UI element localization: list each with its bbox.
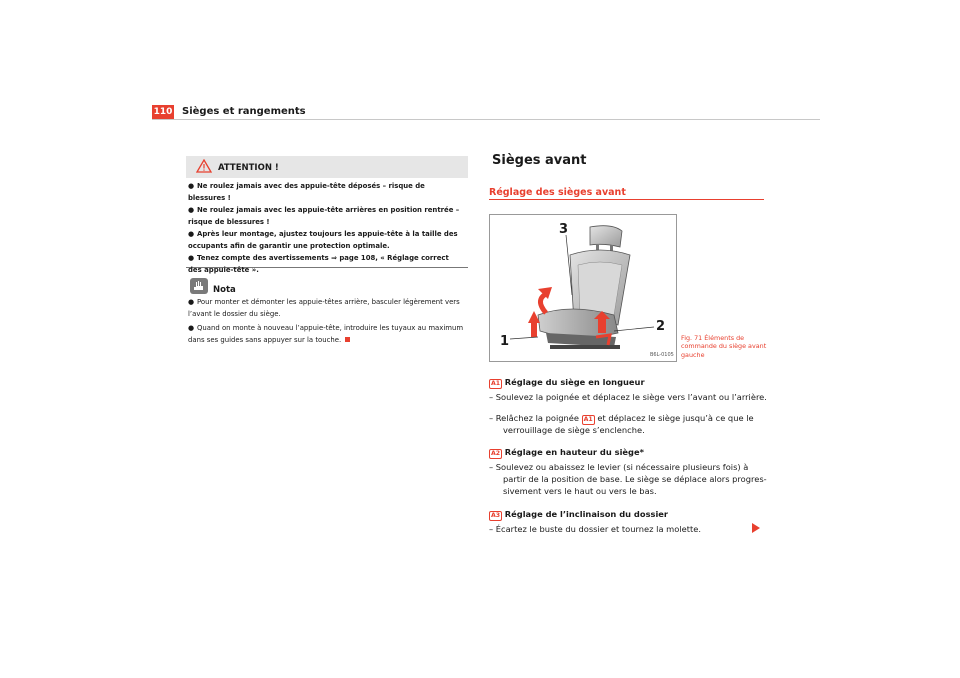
- next-page-arrow-icon[interactable]: [752, 523, 760, 533]
- list-item: ● Pour monter et démonter les appuie-têtes arrière, basculer légèrement vers l’avant le dossier du siège.: [188, 298, 460, 318]
- warning-triangle-icon: [196, 159, 212, 173]
- warning-list: [188, 181, 464, 277]
- list-item: ● Tenez compte des avertissements ⇒ page 108, « Réglage correct des appuie-tête ».: [188, 254, 449, 274]
- step-text: et déplacez le siège jusqu’à ce que le: [594, 413, 754, 423]
- callout-3: 3: [559, 222, 569, 237]
- page-number: 110: [153, 107, 173, 117]
- ref-tag: A2: [491, 450, 501, 457]
- paragraph-step: – Soulevez la poignée et déplacez le siège vers l’avant ou l’arrière.: [489, 392, 767, 402]
- list-item: ● Quand on monte à nouveau l’appuie-tête, introduire les tuyaux au maximum dans ses guides sans appuyer sur la touche.: [188, 324, 464, 344]
- step-text: verrouillage de siège s’enclenche.: [503, 425, 645, 435]
- note-item-text: Quand on monte à nouveau l’appuie-tête, introduire les tuyaux au maximum dans ses guides sans appuyer sur la touche.: [188, 324, 464, 344]
- running-header: Sièges et rangements: [182, 106, 306, 117]
- paragraph-step: [489, 462, 779, 497]
- ref-tag: A1: [491, 380, 501, 387]
- step-text: – Relâchez la poignée: [489, 413, 582, 423]
- note-list: [188, 297, 468, 349]
- heading-text: Réglage du siège en longueur: [504, 377, 645, 387]
- subsection-title: Réglage des sièges avant: [489, 187, 626, 198]
- warning-item-text: Tenez compte des avertissements ⇒ page 108, « Réglage correct des appuie-tête ».: [188, 254, 449, 274]
- section-title: Sièges avant: [492, 153, 587, 168]
- paragraph-heading-2: [489, 447, 644, 459]
- paragraph-step: [489, 413, 779, 437]
- header-rule: [152, 119, 820, 120]
- warning-item-text: Ne roulez jamais avec les appuie-tête arrières en position rentrée – risque de blessures !: [188, 206, 460, 226]
- seat-illustration: [490, 215, 676, 361]
- step-text: – Soulevez ou abaissez le levier (si nécessaire plusieurs fois) à: [489, 462, 749, 472]
- heading-text: Réglage en hauteur du siège*: [504, 447, 644, 457]
- callout-1: 1: [500, 334, 510, 349]
- note-item-text: Pour monter et démonter les appuie-têtes arrière, basculer légèrement vers l’avant le dossier du siège.: [188, 298, 460, 318]
- paragraph-heading-3: [489, 509, 668, 521]
- list-item: ● Après leur montage, ajustez toujours les appuie-tête à la taille des occupants afin de garantir une protection optimale.: [188, 230, 458, 250]
- seat-figure: [489, 214, 677, 362]
- paragraph-step: – Écartez le buste du dossier et tournez la molette.: [489, 524, 701, 534]
- list-item: ● Ne roulez jamais avec les appuie-tête arrières en position rentrée – risque de blessures !: [188, 206, 460, 226]
- heading-text: Réglage de l’inclinaison du dossier: [504, 509, 669, 519]
- list-item: ● Ne roulez jamais avec des appuie-tête déposés – risque de blessures !: [188, 182, 425, 202]
- warning-item-text: Après leur montage, ajustez toujours les appuie-tête à la taille des occupants afin de garantir une protection optimale.: [188, 230, 458, 250]
- figure-caption: Fig. 71 Éléments de commande du siège avant gauche: [681, 334, 767, 359]
- step-text: sivement vers le haut ou vers le bas.: [503, 485, 657, 496]
- warning-title: ATTENTION !: [218, 163, 279, 173]
- ref-tag: A3: [491, 512, 501, 519]
- note-hand-icon: [190, 278, 208, 294]
- warning-item-text: Ne roulez jamais avec des appuie-tête déposés – risque de blessures !: [188, 182, 425, 202]
- end-mark-icon: [345, 337, 350, 342]
- figure-code: B6L-0105: [650, 352, 674, 358]
- callout-2: 2: [656, 319, 666, 334]
- subsection-rule: [489, 199, 764, 200]
- step-text: partir de la position de base. Le siège se déplace alors progres-: [503, 473, 767, 484]
- ref-tag: A1: [583, 416, 593, 423]
- note-title: Nota: [213, 285, 236, 295]
- paragraph-heading-1: [489, 377, 645, 389]
